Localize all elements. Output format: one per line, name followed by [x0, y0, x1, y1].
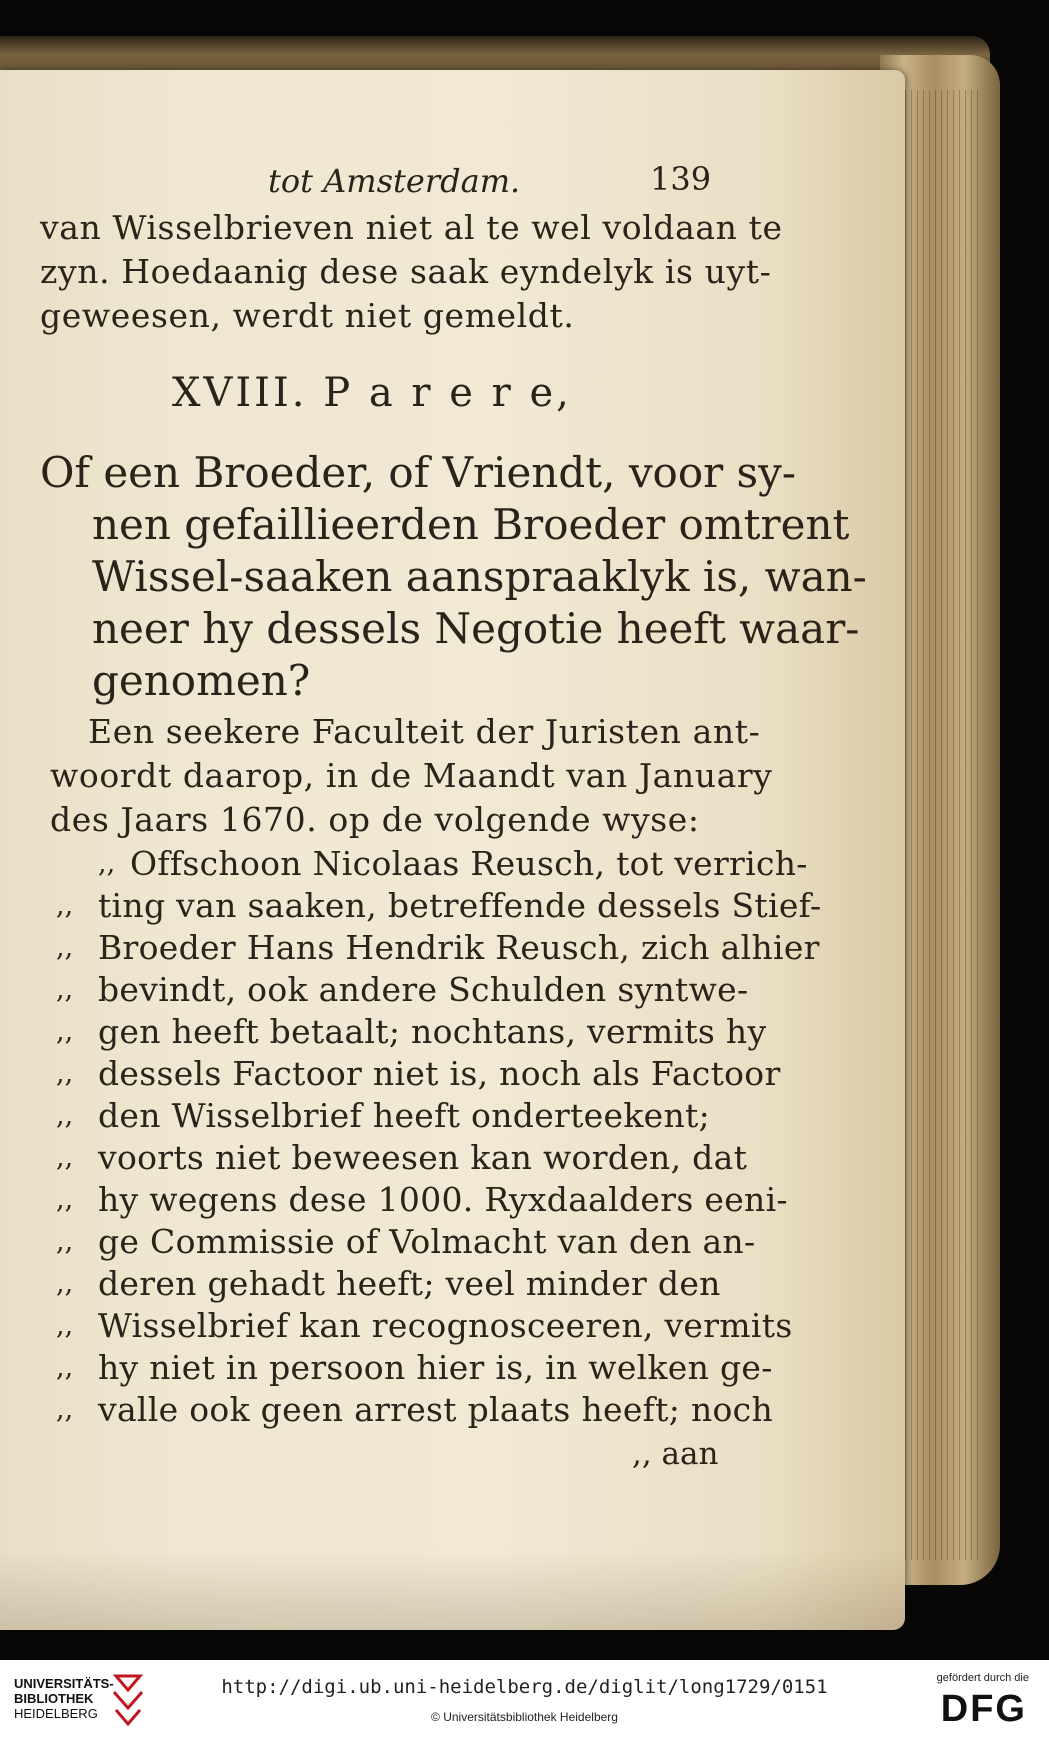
section-title: XVIII. P a r e r e,: [172, 370, 572, 416]
quote-mark: ,,: [98, 848, 116, 879]
quote-line: hy wegens dese 1000. Ryxdaalders eeni-: [98, 1180, 788, 1219]
quote-mark: ,,: [56, 1310, 74, 1341]
question-line: Of een Broeder, of Vriendt, voor sy-: [40, 448, 797, 497]
library-line: HEIDELBERG: [14, 1706, 98, 1721]
quote-mark: ,,: [56, 1184, 74, 1215]
quote-line: Wisselbrief kan recognosceeren, vermits: [98, 1306, 793, 1345]
paragraph-line: Een seekere Faculteit der Juristen ant-: [88, 712, 761, 751]
quote-line: ge Commissie of Volmacht van den an-: [98, 1222, 756, 1261]
running-head: tot Amsterdam.: [268, 162, 521, 200]
question-line: Wissel-saaken aanspraaklyk is, wan-: [92, 552, 867, 601]
quote-line: valle ook geen arrest plaats heeft; noch: [98, 1390, 773, 1429]
intro-line: zyn. Hoedaanig dese saak eyndelyk is uyt-: [40, 252, 772, 291]
question-line: nen gefaillieerden Broeder omtrent: [92, 500, 850, 549]
funding-note: gefördert durch die: [936, 1672, 1029, 1684]
quote-mark: ,,: [56, 1142, 74, 1173]
quote-line: voorts niet beweesen kan worden, dat: [98, 1138, 748, 1177]
quote-mark: ,,: [56, 1058, 74, 1089]
quote-line: Offschoon Nicolaas Reusch, tot verrich-: [130, 844, 808, 883]
intro-line: geweesen, werdt niet gemeldt.: [40, 296, 575, 335]
page-number: 139: [650, 160, 712, 198]
book-page: [0, 70, 905, 1630]
library-line: BIBLIOTHEK: [14, 1691, 94, 1706]
quote-mark: ,,: [56, 932, 74, 963]
quote-mark: ,,: [56, 1226, 74, 1257]
quote-line: bevindt, ook andere Schulden syntwe-: [98, 970, 749, 1009]
quote-mark: ,,: [56, 1394, 74, 1425]
dfg-logo: DFG: [940, 1688, 1027, 1730]
quote-mark: ,,: [56, 1352, 74, 1383]
intro-line: van Wisselbrieven niet al te wel voldaan te: [40, 208, 783, 247]
quote-line: den Wisselbrief heeft onderteekent;: [98, 1096, 710, 1135]
library-line: UNIVERSITÄTS-: [14, 1676, 114, 1691]
footer-bar: [0, 1660, 1049, 1738]
permalink-url[interactable]: http://digi.ub.uni-heidelberg.de/diglit/long1729/0151: [221, 1676, 828, 1698]
quote-mark: ,,: [56, 974, 74, 1005]
question-line: genomen?: [92, 656, 311, 705]
quote-mark: ,,: [56, 1100, 74, 1131]
paragraph-line: des Jaars 1670. op de volgende wyse:: [50, 800, 700, 839]
quote-line: deren gehadt heeft; veel minder den: [98, 1264, 721, 1303]
paragraph-line: woordt daarop, in de Maandt van January: [50, 756, 773, 795]
copyright-text: © Universitätsbibliothek Heidelberg: [431, 1710, 618, 1724]
quote-line: Broeder Hans Hendrik Reusch, zich alhier: [98, 928, 820, 967]
quote-line: hy niet in persoon hier is, in welken ge-: [98, 1348, 773, 1387]
quote-mark: ,,: [56, 1268, 74, 1299]
quote-line: gen heeft betaalt; nochtans, vermits hy: [98, 1012, 767, 1051]
page-edges-texture: [905, 90, 980, 1560]
quote-mark: ,,: [56, 1016, 74, 1047]
quote-line: ting van saaken, betreffende dessels Stief-: [98, 886, 822, 925]
quote-mark: ,,: [56, 890, 74, 921]
question-line: neer hy dessels Negotie heeft waar-: [92, 604, 860, 653]
catchword: ,, aan: [632, 1436, 719, 1472]
quote-line: dessels Factoor niet is, noch als Factoor: [98, 1054, 781, 1093]
